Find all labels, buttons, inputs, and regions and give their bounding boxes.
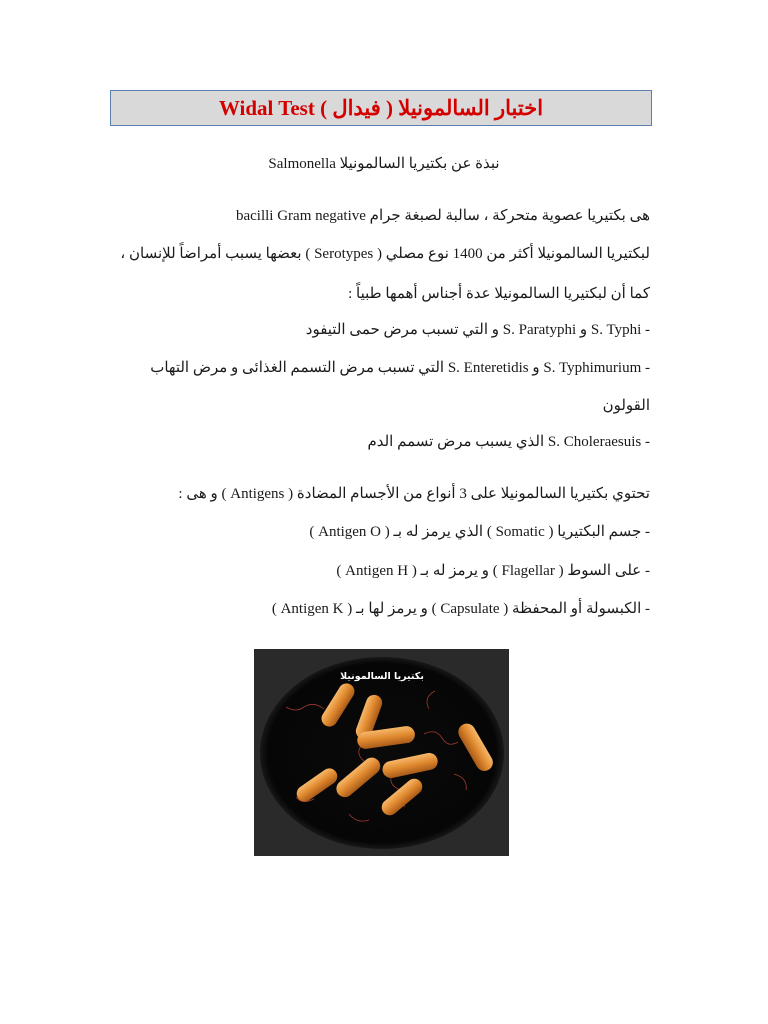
species-item-2: - S. Typhimurium و S. Enteretidis التي تسبب مرض التسمم الغذائى و مرض التهاب [150, 360, 650, 376]
species-item-2-continued: القولون [602, 398, 650, 414]
salmonella-image [254, 649, 509, 856]
para1-line1: هى بكتيريا عصوية متحركة ، سالبة لصبغة جرام bacilli Gram negative [235, 208, 650, 224]
title-box [110, 90, 652, 126]
antigen-item-k: - الكبسولة أو المحفظة ( Capsulate ) و يرمز لها بـ ( Antigen K ) [271, 601, 650, 617]
image-caption: بكتيريا السالمونيلا [340, 671, 424, 682]
para1-line2: لبكتيريا السالمونيلا أكثر من 1400 نوع مصلي ( Serotypes ) بعضها يسبب أمراضاً للإنسان ، [120, 246, 650, 262]
species-item-1: - S. Typhi و S. Paratyphi و التي تسبب مرض حمى التيفود [305, 322, 650, 338]
antigen-item-h: - على السوط ( Flagellar ) و يرمز له بـ ( Antigen H ) [336, 563, 650, 579]
salmonella-illustration [254, 649, 509, 856]
antigen-item-o: - جسم البكتيريا ( Somatic ) الذي يرمز له بـ ( Antigen O ) [309, 524, 650, 540]
species-item-3: - S. Choleraesuis الذي يسبب مرض تسمم الدم [367, 434, 650, 450]
antigens-intro: تحتوي بكتيريا السالمونيلا على 3 أنواع من الأجسام المضادة ( Antigens ) و هى : [178, 486, 650, 502]
para1-line3: كما أن لبكتيريا السالمونيلا عدة أجناس أهمها طبياً : [348, 286, 650, 302]
intro-heading: نبذة عن بكتيريا السالمونيلا Salmonella [268, 156, 500, 172]
page-title: اختبار السالمونيلا ( فيدال ) Widal Test [218, 95, 544, 120]
